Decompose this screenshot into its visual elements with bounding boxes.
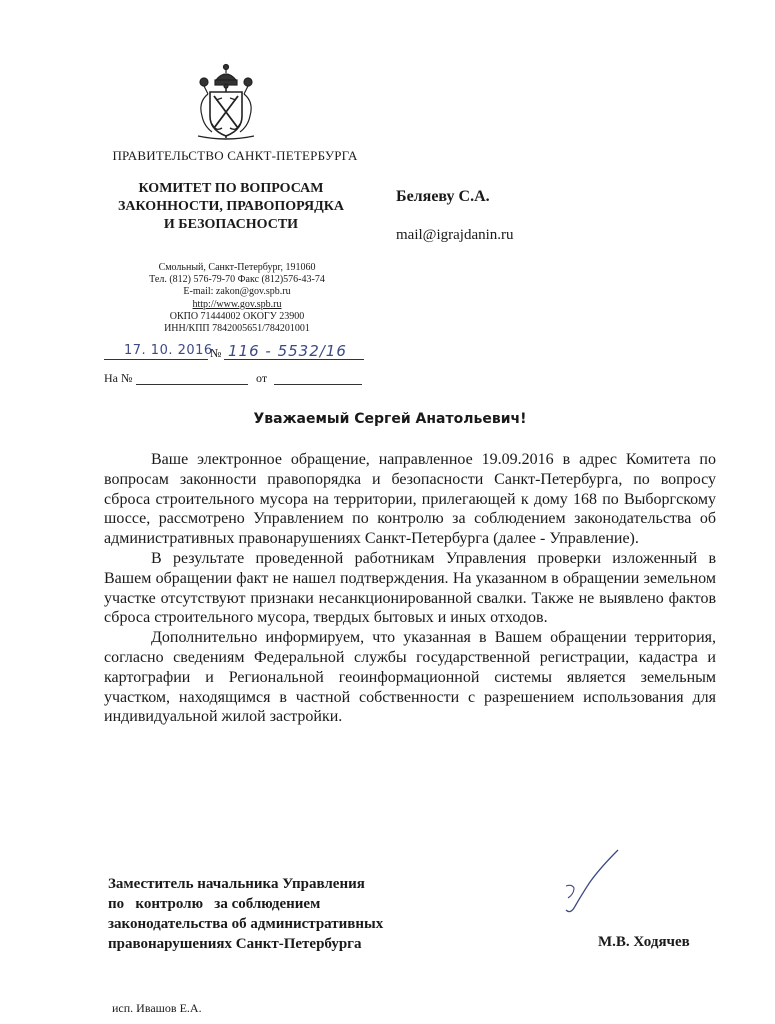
signer-title-line: правонарушениях Санкт-Петербурга: [108, 936, 362, 952]
salutation: Уважаемый Сергей Анатольевич!: [253, 411, 527, 427]
committee-line: КОМИТЕТ ПО ВОПРОСАМ: [138, 181, 324, 196]
addressee-email: mail@igrajdanin.ru: [396, 227, 514, 243]
body-paragraph: В результате проведенной работникам Управления проверки изложенный в Вашем обращении факт не нашел подтверждения. На указанном в обращении земельном участке отсутствуют признаки несанкционированной свалки. Также не выявлено фактов сброса строительного мусора, твердых бытовых и иных отходов.: [104, 549, 716, 627]
address: Смольный, Санкт-Петербург, 191060: [158, 262, 316, 273]
letter-body: [104, 450, 716, 727]
okpo-okogu: ОКПО 71444002 ОКОГУ 23900: [169, 310, 305, 322]
signer-name: М.В. Ходячев: [598, 934, 690, 950]
government-name: ПРАВИТЕЛЬСТВО САНКТ-ПЕТЕРБУРГА: [112, 148, 358, 163]
signer-title: [108, 874, 468, 954]
committee-name: [98, 180, 364, 234]
body-paragraph: Дополнительно информируем, что указанная в Вашем обращении территория, согласно сведениям Федеральной службы государственной регистрации, кадастра и картографии и Региональной геоинформационной системы является земельным участком, находящимся в частной собственности с разрешением использования для индивидуальной жилой застройки.: [104, 629, 716, 726]
registration-number: 116 - 5532/16: [228, 342, 347, 360]
committee-line: И БЕЗОПАСНОСТИ: [163, 217, 299, 232]
registration-line: [104, 344, 364, 362]
reply-date-rule: [274, 384, 362, 385]
addressee-name: Беляеву С.А.: [396, 188, 490, 205]
contact-details: [112, 262, 362, 335]
signer-title-line: по контролю за соблюдением: [108, 896, 321, 912]
number-label: №: [210, 346, 222, 360]
registration-date: 17. 10. 2016: [124, 343, 213, 358]
website-link[interactable]: http://www.gov.spb.ru: [192, 298, 282, 310]
reply-from-label: от: [256, 371, 268, 385]
reply-number-label: На №: [104, 371, 133, 385]
committee-line: ЗАКОННОСТИ, ПРАВОПОРЯДКА: [118, 199, 344, 214]
signer-title-line: Заместитель начальника Управления: [108, 876, 365, 892]
signer-title-line: законодательства об административных: [108, 916, 384, 932]
inn-kpp: ИНН/КПП 7842005651/784201001: [164, 323, 310, 335]
handwritten-signature-icon: [560, 848, 620, 920]
coat-of-arms-icon: [190, 62, 262, 142]
reply-number-rule: [136, 384, 248, 385]
body-paragraph: Ваше электронное обращение, направленное 19.09.2016 в адрес Комитета по вопросам законности правопорядка и безопасности Санкт-Петербурга, по вопросу сброса строительного мусора на территории, прилегающей к дому 168 по Выборгскому шоссе, рассмотрено Управлением по контролю за соблюдением законодательства об административных правонарушениях Санкт-Петербурга (далее - Управление).: [104, 451, 716, 548]
phone-fax: Тел. (812) 576-79-70 Факс (812)576-43-74: [149, 274, 325, 286]
date-rule: [104, 359, 208, 360]
executor-note: исп. Ивашов Е.А.: [112, 1001, 202, 1015]
reply-reference-line: [104, 369, 364, 387]
email: E-mail: zakon@gov.spb.ru: [183, 286, 291, 298]
